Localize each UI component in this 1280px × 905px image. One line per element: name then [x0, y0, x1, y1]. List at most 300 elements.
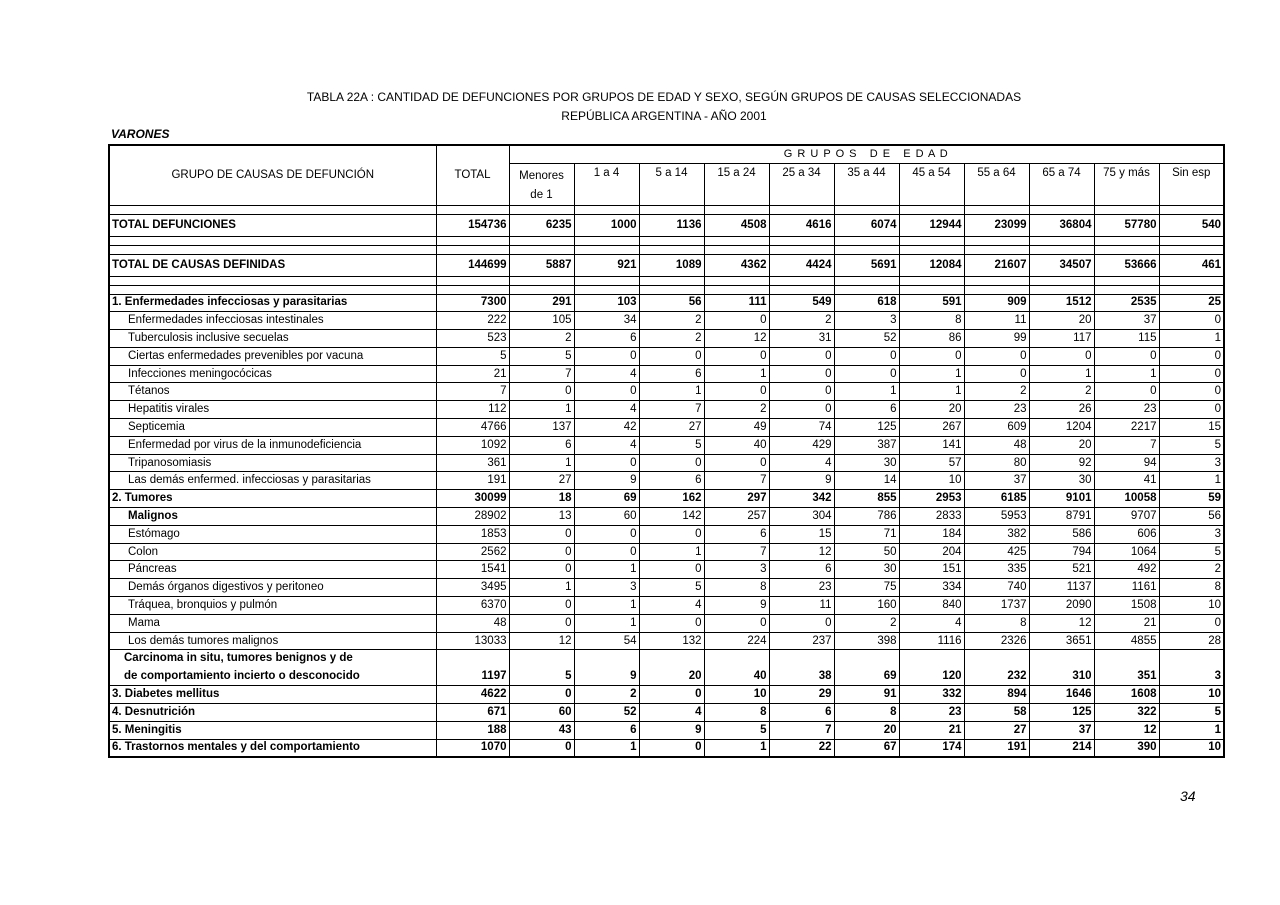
cell-value: 69 — [834, 667, 899, 686]
cell-value: 0 — [574, 525, 639, 543]
cell-value: 3651 — [1029, 632, 1094, 650]
cell-value: 8 — [834, 704, 899, 722]
table-row — [109, 722, 1224, 740]
cell-value: 21607 — [964, 254, 1029, 276]
cell-value: 224 — [704, 632, 769, 650]
cell-value: 137 — [509, 419, 574, 437]
cell-value: 855 — [834, 490, 899, 508]
cell-value: 214 — [1029, 739, 1094, 757]
table-row — [109, 579, 1224, 597]
cell-total: 30099 — [436, 490, 509, 508]
cell-value: 8 — [964, 614, 1029, 632]
cell-value: 232 — [964, 667, 1029, 686]
age-col-header: 15 a 24 — [704, 163, 769, 205]
cell-value: 11 — [769, 597, 834, 615]
table-row — [109, 294, 1224, 312]
cell-value: 1 — [834, 383, 899, 401]
cell-value: 21 — [1094, 614, 1159, 632]
cell-value: 10 — [899, 472, 964, 490]
cell-value: 2 — [769, 312, 834, 330]
row-label: 3. Diabetes mellitus — [109, 686, 436, 704]
cell-value: 151 — [899, 561, 964, 579]
cell-value: 120 — [899, 667, 964, 686]
deaths-table — [108, 144, 1225, 758]
cell-value: 297 — [704, 490, 769, 508]
cell-value: 6235 — [509, 214, 574, 236]
cell-value: 2 — [834, 614, 899, 632]
cell-value: 2833 — [899, 508, 964, 526]
table-row — [109, 365, 1224, 383]
age-groups-label: G R U P O S D E E D A D — [783, 147, 949, 160]
cell-total: 361 — [436, 454, 509, 472]
cell-value: 26 — [1029, 401, 1094, 419]
cell-value: 25 — [1159, 294, 1224, 312]
cell-value: 7 — [1094, 436, 1159, 454]
cell-value: 75 — [834, 579, 899, 597]
row-label: Mama — [109, 614, 436, 632]
age-col-header: 25 a 34 — [769, 163, 834, 205]
row-label: Tripanosomiasis — [109, 454, 436, 472]
row-label: TOTAL DE CAUSAS DEFINIDAS — [109, 254, 436, 276]
cell-total: 1541 — [436, 561, 509, 579]
row-label: 1. Enfermedades infecciosas y parasitarias — [109, 294, 436, 312]
total-column-header: TOTAL — [436, 145, 509, 205]
cell-value: 0 — [1159, 312, 1224, 330]
cell-value: 40 — [704, 436, 769, 454]
table-row — [109, 686, 1224, 704]
cell-total: 112 — [436, 401, 509, 419]
cell-value: 12084 — [899, 254, 964, 276]
table-row — [109, 436, 1224, 454]
row-label: Los demás tumores malignos — [109, 632, 436, 650]
cell-value: 0 — [1159, 614, 1224, 632]
cell-value: 0 — [639, 614, 704, 632]
cell-value: 50 — [834, 543, 899, 561]
cell-value: 0 — [1029, 347, 1094, 365]
cell-value: 2 — [1159, 561, 1224, 579]
table-row — [109, 254, 1224, 276]
cell-total: 154736 — [436, 214, 509, 236]
cell-value: 398 — [834, 632, 899, 650]
cell-value: 6 — [509, 436, 574, 454]
cell-value: 3 — [1159, 454, 1224, 472]
cell-value: 0 — [834, 365, 899, 383]
cell-value: 8 — [704, 704, 769, 722]
cell-value: 9101 — [1029, 490, 1094, 508]
cell-value: 0 — [639, 525, 704, 543]
cell-value: 8791 — [1029, 508, 1094, 526]
cell-value: 12 — [509, 632, 574, 650]
table-row — [109, 419, 1224, 437]
cell-value: 115 — [1094, 330, 1159, 348]
cell-total: 1197 — [436, 667, 509, 686]
table-row — [109, 543, 1224, 561]
cell-value: 1512 — [1029, 294, 1094, 312]
cell-value: 609 — [964, 419, 1029, 437]
cell-value: 28 — [1159, 632, 1224, 650]
cell-value: 0 — [1159, 347, 1224, 365]
cell-value: 894 — [964, 686, 1029, 704]
cell-value: 1064 — [1094, 543, 1159, 561]
cell-value: 267 — [899, 419, 964, 437]
cell-value: 23 — [964, 401, 1029, 419]
cell-value: 3 — [1159, 525, 1224, 543]
table-row — [109, 401, 1224, 419]
cell-value: 57 — [899, 454, 964, 472]
cell-value: 10 — [1159, 739, 1224, 757]
age-col-header: 5 a 14 — [639, 163, 704, 205]
cell-value: 23 — [1094, 401, 1159, 419]
cell-value: 786 — [834, 508, 899, 526]
cell-value: 36804 — [1029, 214, 1094, 236]
table-row — [109, 454, 1224, 472]
table-row — [109, 597, 1224, 615]
cell-value: 618 — [834, 294, 899, 312]
cell-value: 2 — [509, 330, 574, 348]
cell-value: 43 — [509, 722, 574, 740]
cell-value: 37 — [1094, 312, 1159, 330]
age-col-header: 65 a 74 — [1029, 163, 1094, 205]
cell-value: 1204 — [1029, 419, 1094, 437]
cell-value: 0 — [509, 561, 574, 579]
cell-value: 4 — [639, 597, 704, 615]
cell-value: 9707 — [1094, 508, 1159, 526]
cell-value: 91 — [834, 686, 899, 704]
cell-value: 10058 — [1094, 490, 1159, 508]
age-col-header: 55 a 64 — [964, 163, 1029, 205]
cell-value: 1 — [899, 365, 964, 383]
cell-value: 237 — [769, 632, 834, 650]
cell-value: 0 — [704, 383, 769, 401]
cell-value: 0 — [574, 454, 639, 472]
row-label: Enfermedades infecciosas intestinales — [109, 312, 436, 330]
cell-value: 429 — [769, 436, 834, 454]
cell-value: 22 — [769, 739, 834, 757]
cell-value: 1161 — [1094, 579, 1159, 597]
table-row — [109, 704, 1224, 722]
cell-value: 4 — [639, 704, 704, 722]
cell-value: 12 — [769, 543, 834, 561]
cell-value: 1 — [509, 579, 574, 597]
cell-total: 671 — [436, 704, 509, 722]
cell-value: 5 — [1159, 543, 1224, 561]
cell-value: 160 — [834, 597, 899, 615]
cell-value: 1 — [639, 383, 704, 401]
cell-total: 188 — [436, 722, 509, 740]
cell-value: 0 — [769, 401, 834, 419]
cell-value: 304 — [769, 508, 834, 526]
cell-value: 2953 — [899, 490, 964, 508]
cell-value: 351 — [1094, 667, 1159, 686]
row-label: Malignos — [109, 508, 436, 526]
cell-value: 5 — [639, 579, 704, 597]
cell-value: 0 — [1159, 365, 1224, 383]
cell-value: 191 — [964, 739, 1029, 757]
cell-value: 20 — [1029, 312, 1094, 330]
cell-value: 7 — [639, 401, 704, 419]
cell-value: 23 — [899, 704, 964, 722]
cell-value: 4362 — [704, 254, 769, 276]
cell-value: 34 — [574, 312, 639, 330]
cell-value: 794 — [1029, 543, 1094, 561]
cell-value: 0 — [639, 347, 704, 365]
cell-value: 8 — [899, 312, 964, 330]
age-col-header: 35 a 44 — [834, 163, 899, 205]
table-row — [109, 383, 1224, 401]
cell-value: 105 — [509, 312, 574, 330]
row-label: 4. Desnutrición — [109, 704, 436, 722]
cell-value: 0 — [574, 347, 639, 365]
cell-value: 9 — [574, 472, 639, 490]
cell-value: 492 — [1094, 561, 1159, 579]
cell-total: 6370 — [436, 597, 509, 615]
cell-value: 1 — [704, 365, 769, 383]
cell-value: 14 — [834, 472, 899, 490]
cell-value: 0 — [509, 739, 574, 757]
cell-value: 0 — [964, 365, 1029, 383]
cell-value: 387 — [834, 436, 899, 454]
cell-value: 117 — [1029, 330, 1094, 348]
cell-total: 1092 — [436, 436, 509, 454]
table-title: TABLA 22A : CANTIDAD DE DEFUNCIONES POR GRUPOS DE EDAD Y SEXO, SEGÚN GRUPOS DE CAUSAS SELECCIONADAS — [306, 90, 1022, 104]
cell-value: 69 — [574, 490, 639, 508]
cell-value: 52 — [574, 704, 639, 722]
cell-value: 3 — [704, 561, 769, 579]
cell-value: 8 — [704, 579, 769, 597]
cell-value: 27 — [509, 472, 574, 490]
cell-value: 30 — [1029, 472, 1094, 490]
cell-value: 425 — [964, 543, 1029, 561]
cell-total: 13033 — [436, 632, 509, 650]
cell-value: 5 — [509, 667, 574, 686]
cell-value: 4616 — [769, 214, 834, 236]
cell-value: 174 — [899, 739, 964, 757]
cell-value: 342 — [769, 490, 834, 508]
row-label: Ciertas enfermedades prevenibles por vacuna — [109, 347, 436, 365]
row-label: Tráquea, bronquios y pulmón — [109, 597, 436, 615]
cell-value: 840 — [899, 597, 964, 615]
cell-value: 20 — [899, 401, 964, 419]
cell-value: 12 — [704, 330, 769, 348]
cell-total: 222 — [436, 312, 509, 330]
cell-total: 3495 — [436, 579, 509, 597]
table-row — [109, 614, 1224, 632]
cell-value: 29 — [769, 686, 834, 704]
cell-value: 111 — [704, 294, 769, 312]
page-number: 34 — [1180, 788, 1196, 804]
cell-value: 909 — [964, 294, 1029, 312]
cell-value: 334 — [899, 579, 964, 597]
row-label: 6. Trastornos mentales y del comportamiento — [109, 739, 436, 757]
cell-value: 5 — [1159, 436, 1224, 454]
cell-value: 0 — [509, 597, 574, 615]
cell-value: 27 — [639, 419, 704, 437]
cell-value: 4 — [574, 436, 639, 454]
cell-value: 1 — [574, 561, 639, 579]
cell-value: 5 — [1159, 704, 1224, 722]
cell-value: 42 — [574, 419, 639, 437]
cell-total: 1070 — [436, 739, 509, 757]
cell-value: 53666 — [1094, 254, 1159, 276]
cell-value: 13 — [509, 508, 574, 526]
row-label: TOTAL DEFUNCIONES — [109, 214, 436, 236]
cell-value: 549 — [769, 294, 834, 312]
row-label: Infecciones meningocócicas — [109, 365, 436, 383]
menores-line2: de 1 — [530, 188, 553, 201]
cell-value: 7 — [509, 365, 574, 383]
cell-value: 27 — [964, 722, 1029, 740]
cell-value: 1 — [1094, 365, 1159, 383]
cell-value: 6 — [574, 722, 639, 740]
cell-value: 20 — [1029, 436, 1094, 454]
cell-value: 0 — [1094, 347, 1159, 365]
sex-label: VARONES — [111, 127, 170, 141]
cell-value: 204 — [899, 543, 964, 561]
row-label: 5. Meningitis — [109, 722, 436, 740]
table-row — [109, 508, 1224, 526]
cell-value: 34507 — [1029, 254, 1094, 276]
cell-value: 5887 — [509, 254, 574, 276]
cell-value: 1 — [1029, 365, 1094, 383]
age-col-header: 1 a 4 — [574, 163, 639, 205]
cell-value: 12 — [1029, 614, 1094, 632]
cell-total: 191 — [436, 472, 509, 490]
cell-value: 921 — [574, 254, 639, 276]
cell-value: 1508 — [1094, 597, 1159, 615]
cell-value: 3 — [574, 579, 639, 597]
cell-value: 5691 — [834, 254, 899, 276]
cell-value: 15 — [769, 525, 834, 543]
age-col-header: 45 a 54 — [899, 163, 964, 205]
cell-value: 10 — [704, 686, 769, 704]
cell-value: 4508 — [704, 214, 769, 236]
cell-value: 125 — [834, 419, 899, 437]
cell-value: 2 — [574, 686, 639, 704]
cell-value: 9 — [704, 597, 769, 615]
cell-value: 9 — [769, 472, 834, 490]
cell-value: 1 — [1159, 330, 1224, 348]
cell-value: 0 — [704, 454, 769, 472]
cell-value: 521 — [1029, 561, 1094, 579]
cell-value: 310 — [1029, 667, 1094, 686]
cell-value: 1 — [574, 614, 639, 632]
cell-value: 740 — [964, 579, 1029, 597]
cell-value: 30 — [834, 561, 899, 579]
cell-total: 2562 — [436, 543, 509, 561]
cell-value: 7 — [704, 472, 769, 490]
row-label: Colon — [109, 543, 436, 561]
row-label: Septicemia — [109, 419, 436, 437]
cell-value: 0 — [509, 543, 574, 561]
cell-value: 291 — [509, 294, 574, 312]
cell-value: 30 — [834, 454, 899, 472]
cell-value: 1 — [1159, 472, 1224, 490]
cell-value: 6 — [639, 472, 704, 490]
cell-value: 6185 — [964, 490, 1029, 508]
cell-value: 4 — [574, 365, 639, 383]
cell-total: 7300 — [436, 294, 509, 312]
cell-total: 1853 — [436, 525, 509, 543]
cell-value: 0 — [964, 347, 1029, 365]
cell-value: 2 — [704, 401, 769, 419]
cell-value: 2326 — [964, 632, 1029, 650]
cell-value: 67 — [834, 739, 899, 757]
cell-value: 0 — [1094, 383, 1159, 401]
cell-value: 7 — [769, 722, 834, 740]
cell-value: 1116 — [899, 632, 964, 650]
cell-value: 0 — [834, 347, 899, 365]
table-row — [109, 214, 1224, 236]
cell-value: 162 — [639, 490, 704, 508]
cell-value: 7 — [704, 543, 769, 561]
cell-total: 523 — [436, 330, 509, 348]
cell-value: 591 — [899, 294, 964, 312]
cell-value: 257 — [704, 508, 769, 526]
cell-value: 1 — [704, 739, 769, 757]
cell-value: 10 — [1159, 597, 1224, 615]
cell-value: 1646 — [1029, 686, 1094, 704]
age-groups-header — [509, 145, 1224, 163]
cell-value: 5 — [639, 436, 704, 454]
cell-value: 0 — [639, 561, 704, 579]
cell-value: 335 — [964, 561, 1029, 579]
cell-value: 1 — [574, 739, 639, 757]
cell-value: 0 — [704, 347, 769, 365]
table-subtitle-country-year: REPÚBLICA ARGENTINA - AÑO 2001 — [561, 109, 767, 123]
menores-line1: Menores — [519, 169, 564, 182]
cell-value: 6 — [704, 525, 769, 543]
cell-value: 5 — [704, 722, 769, 740]
cell-value: 0 — [1159, 401, 1224, 419]
cell-value: 92 — [1029, 454, 1094, 472]
cell-value: 6 — [769, 704, 834, 722]
cell-value: 6 — [574, 330, 639, 348]
row-label: Enfermedad por virus de la inmunodeficiencia — [109, 436, 436, 454]
cell-value: 4855 — [1094, 632, 1159, 650]
cell-value: 0 — [574, 383, 639, 401]
row-label: Hepatitis virales — [109, 401, 436, 419]
cell-value: 52 — [834, 330, 899, 348]
row-label: Páncreas — [109, 561, 436, 579]
cell-value: 0 — [574, 543, 639, 561]
cell-value: 184 — [899, 525, 964, 543]
cell-value: 0 — [899, 347, 964, 365]
cell-total: 4766 — [436, 419, 509, 437]
cell-value: 20 — [639, 667, 704, 686]
cell-value: 57780 — [1094, 214, 1159, 236]
row-label-line1: Carcinoma in situ, tumores benignos y de — [109, 650, 436, 668]
cell-value: 9 — [574, 667, 639, 686]
cell-value: 60 — [509, 704, 574, 722]
cell-value: 103 — [574, 294, 639, 312]
cell-value: 5 — [509, 347, 574, 365]
row-label: 2. Tumores — [109, 490, 436, 508]
cell-total: 21 — [436, 365, 509, 383]
cell-value: 71 — [834, 525, 899, 543]
table-row — [109, 490, 1224, 508]
cell-value: 390 — [1094, 739, 1159, 757]
table-row — [109, 632, 1224, 650]
cell-value: 586 — [1029, 525, 1094, 543]
cell-value: 56 — [1159, 508, 1224, 526]
row-label: Tuberculosis inclusive secuelas — [109, 330, 436, 348]
cell-value: 12944 — [899, 214, 964, 236]
table-row — [109, 650, 1224, 668]
cell-value: 54 — [574, 632, 639, 650]
cell-value: 1737 — [964, 597, 1029, 615]
table-row — [109, 312, 1224, 330]
cell-value: 6 — [769, 561, 834, 579]
